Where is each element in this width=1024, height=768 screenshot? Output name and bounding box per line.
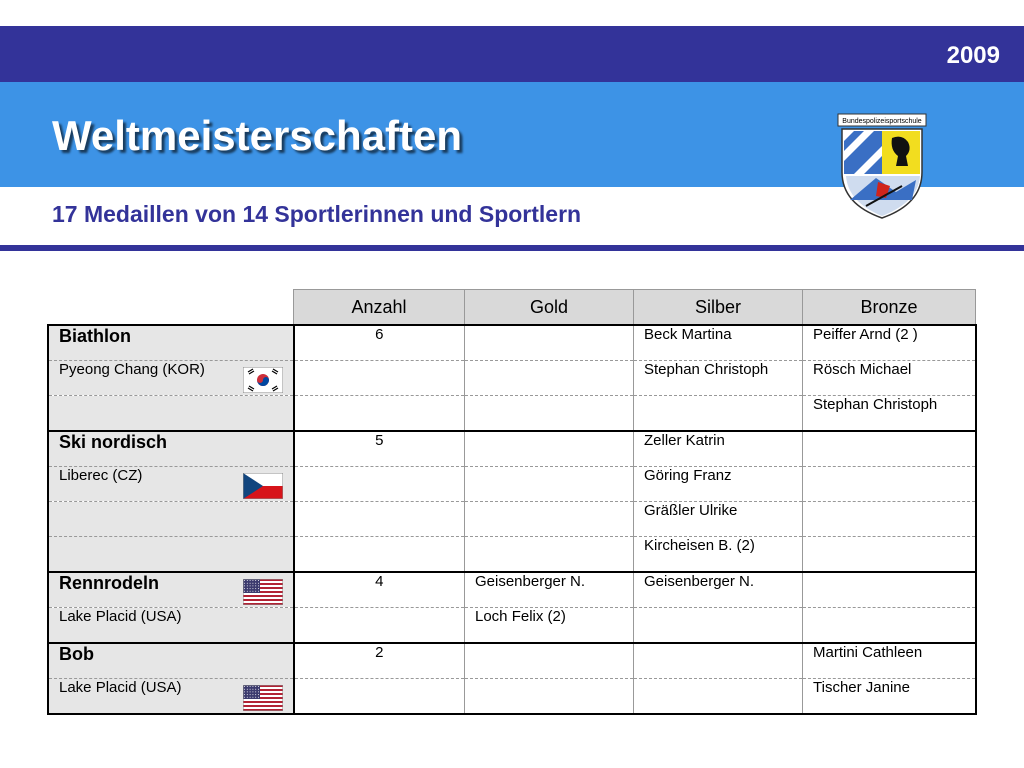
slide-title: Weltmeisterschaften [52,112,463,159]
cz-flag-icon [243,473,283,499]
location-name: Liberec (CZ) [59,467,143,484]
sport-name: Biathlon [59,326,131,346]
empty-cell [48,396,294,432]
empty-cell [48,502,294,537]
header-anzahl: Anzahl [294,290,465,326]
table-row [48,502,976,537]
bronze-cell: Peiffer Arnd (2 ) [803,325,976,361]
sport-name-cell [48,572,294,608]
anzahl-cell [294,361,465,396]
anzahl-cell: 6 [294,325,465,361]
top-bar [0,26,1024,82]
usa-flag-icon [243,579,283,605]
table-row [48,396,976,432]
sport-name: Bob [59,644,94,664]
bronze-cell [803,608,976,644]
gold-cell [465,396,634,432]
sport-name: Rennrodeln [59,573,160,593]
silber-cell [634,608,803,644]
gold-cell [465,467,634,502]
year-label: 2009 [946,42,1000,69]
empty-cell [48,537,294,573]
svg-text:Bundespolizeisportschule: Bundespolizeisportschule [842,118,922,125]
table-row [48,431,976,467]
kor-flag-icon [243,367,283,393]
gold-cell [465,431,634,467]
anzahl-cell [294,502,465,537]
silber-cell: Geisenberger N. [634,572,803,608]
bronze-cell: Stephan Christoph [803,396,976,432]
coat-of-arms-logo [836,112,928,222]
table-header-row [48,290,976,326]
silber-cell: Beck Martina [634,325,803,361]
anzahl-cell [294,396,465,432]
medal-table [47,289,977,715]
header-gold: Gold [465,290,634,326]
table-row [48,467,976,502]
table-row [48,643,976,679]
anzahl-cell [294,537,465,573]
location-cell [48,679,294,715]
header-silber: Silber [634,290,803,326]
silber-cell: Gräßler Ulrike [634,502,803,537]
silber-cell [634,396,803,432]
bronze-cell [803,467,976,502]
table-row [48,608,976,644]
divider-line [0,245,1024,251]
bronze-cell [803,431,976,467]
sport-name-cell [48,643,294,679]
usa-flag-icon [243,685,283,711]
sport-name-cell [48,325,294,361]
location-cell [48,361,294,396]
bronze-cell [803,572,976,608]
anzahl-cell [294,467,465,502]
table-row [48,537,976,573]
gold-cell: Geisenberger N. [465,572,634,608]
gold-cell: Loch Felix (2) [465,608,634,644]
gold-cell [465,679,634,715]
location-cell [48,467,294,502]
table-row [48,679,976,715]
anzahl-cell: 2 [294,643,465,679]
gold-cell [465,502,634,537]
header-blank [48,290,294,326]
bronze-cell: Rösch Michael [803,361,976,396]
slide-subtitle: 17 Medaillen von 14 Sportlerinnen und Sportlern [52,201,582,227]
bronze-cell [803,537,976,573]
silber-cell: Zeller Katrin [634,431,803,467]
silber-cell: Stephan Christoph [634,361,803,396]
anzahl-cell: 5 [294,431,465,467]
gold-cell [465,643,634,679]
location-name: Pyeong Chang (KOR) [59,361,205,378]
gold-cell [465,537,634,573]
header-bronze: Bronze [803,290,976,326]
silber-cell [634,679,803,715]
table-row [48,361,976,396]
silber-cell: Kircheisen B. (2) [634,537,803,573]
location-name: Lake Placid (USA) [59,679,182,696]
gold-cell [465,325,634,361]
bronze-cell: Tischer Janine [803,679,976,715]
anzahl-cell [294,679,465,715]
location-cell [48,608,294,644]
location-name: Lake Placid (USA) [59,608,182,625]
silber-cell [634,643,803,679]
gold-cell [465,361,634,396]
anzahl-cell [294,608,465,644]
silber-cell: Göring Franz [634,467,803,502]
bronze-cell: Martini Cathleen [803,643,976,679]
bronze-cell [803,502,976,537]
anzahl-cell: 4 [294,572,465,608]
sport-name-cell [48,431,294,467]
sport-name: Ski nordisch [59,432,168,452]
table-row [48,325,976,361]
table-row [48,572,976,608]
